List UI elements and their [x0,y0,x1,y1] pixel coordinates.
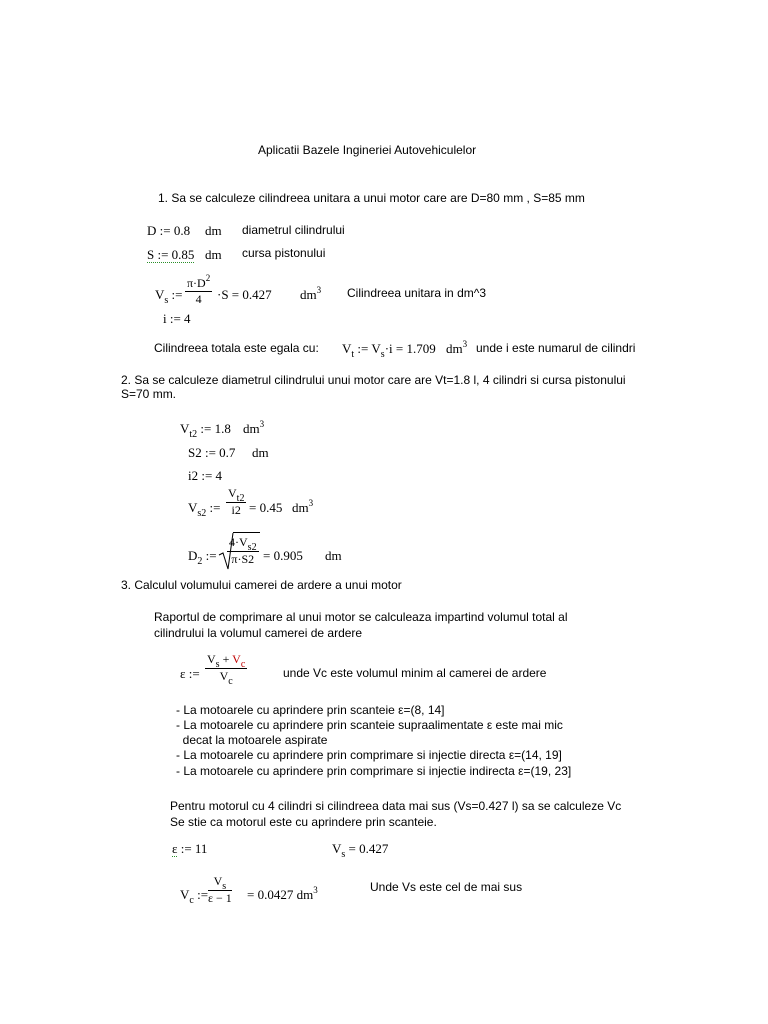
d-description: diametrul cilindrului [242,223,345,237]
vs-fraction [185,273,212,306]
epsilon-fraction [205,652,247,685]
vs-fraction-numerator: $\pi\cdot D^2$ [187,273,211,290]
vs-formula-lhs: $V_s$ := [155,287,183,306]
paragraph-line-2: cilindrului la volumul camerei de ardere [154,626,363,640]
vs2-fraction-numerator: $V_{t2}$ [228,486,245,504]
vs-description: Cilindreea unitara in dm^3 [347,286,487,300]
d-definition: D := 0.8 [147,223,191,238]
vt-description: unde i este numarul de cilindri [476,341,636,355]
problem-2-heading-line-2: S=70 mm. [121,387,177,401]
page-title: Aplicatii Bazele Ingineriei Autovehiculelor [258,143,477,157]
vt2-definition: $V_{t2}$ := 1.8 [180,421,231,440]
vt2-unit: $dm^3$ [243,419,265,436]
sqrt-bar [233,532,260,533]
list-item: - La motoarele cu aprindere prin comprimare si injectie indirecta ε=(19, 23] [176,764,572,778]
d2-fraction-denominator: π·S2 [231,552,255,566]
d2-result: = 0.905 [263,548,303,563]
vs2-unit: $dm^3$ [292,498,314,515]
problem-1-heading: 1. Sa se calculeze cilindreea unitara a unui motor care are D=80 mm , S=85 mm [158,191,585,205]
d-unit: dm [205,223,222,238]
list-item: - La motoarele cu aprindere prin scanteie supraalimentate ε este mai mic [176,718,563,732]
list-item: - La motoarele cu aprindere prin comprimare si injectie directa ε=(14, 19] [176,748,562,762]
vc-result: = 0.0427 $dm^3$ [247,885,318,902]
list-item: - La motoarele cu aprindere prin scanteie ε=(8, 14] [176,703,445,717]
vs-value: $V_s = 0.427$ [332,841,389,860]
vt-formula: $V_t$ := $V_s\cdot i = 1.709$ [342,341,436,360]
total-displacement-text: Cilindreea totala este egala cu: [154,341,319,355]
s2-unit: dm [252,445,269,460]
epsilon-fraction-numerator: $V_s + V_c$ [207,652,246,670]
problem-2-heading-line-1: 2. Sa se calculeze diametrul cilindrului unui motor care are Vt=1.8 l, 4 cilindri si cursa pistonului [121,373,626,387]
vs2-fraction-denominator: i2 [231,503,241,517]
epsilon-formula-lhs: ε := [180,666,200,681]
d2-unit: dm [325,548,342,563]
d2-fraction [227,535,259,566]
i2-definition: i2 := 4 [188,468,223,483]
i-definition: i := 4 [163,311,191,326]
s-definition: S := 0.85 [147,247,195,262]
problem-3-heading: 3. Calculul volumului camerei de ardere a unui motor [121,578,402,592]
vs2-fraction [226,486,246,517]
vs-fraction-denominator: 4 [195,292,202,306]
task-line-2: Se stie ca motorul este cu aprindere prin scanteie. [170,815,437,829]
vs-unit: $dm^3$ [300,285,322,302]
d2-formula-lhs: $D_2$ := [188,548,217,567]
vs-result: ·S = 0.427 [217,287,272,302]
vc-description: Unde Vs este cel de mai sus [370,880,523,894]
s-unit: dm [205,247,222,262]
paragraph-line-1: Raportul de comprimare al unui motor se calculeaza impartind volumul total al [154,610,568,624]
epsilon-fraction-denominator: $V_c$ [219,669,233,687]
epsilon-value: ε := 11 [172,841,208,856]
vc-fraction [208,874,232,905]
vc-fraction-numerator: $V_s$ [208,874,232,891]
epsilon-description: unde Vc este volumul minim al camerei de ardere [283,666,547,680]
vt-unit: $dm^3$ [446,339,468,356]
vs2-formula-lhs: $V_{s2}$ := [188,500,221,519]
list-item: decat la motoarele aspirate [176,733,328,747]
vs2-result: = 0.45 [249,500,283,515]
vc-formula-lhs: $V_c$ := [180,887,209,906]
s2-definition: S2 := 0.7 [188,445,236,460]
task-line-1: Pentru motorul cu 4 cilindri si cilindreea data mai sus (Vs=0.427 l) sa se calculeze Vc [170,799,622,813]
vc-fraction-denominator: ε − 1 [208,891,232,905]
d2-fraction-numerator: $4\cdot V_{s2}$ [229,535,257,553]
s-description: cursa pistonului [242,246,326,260]
